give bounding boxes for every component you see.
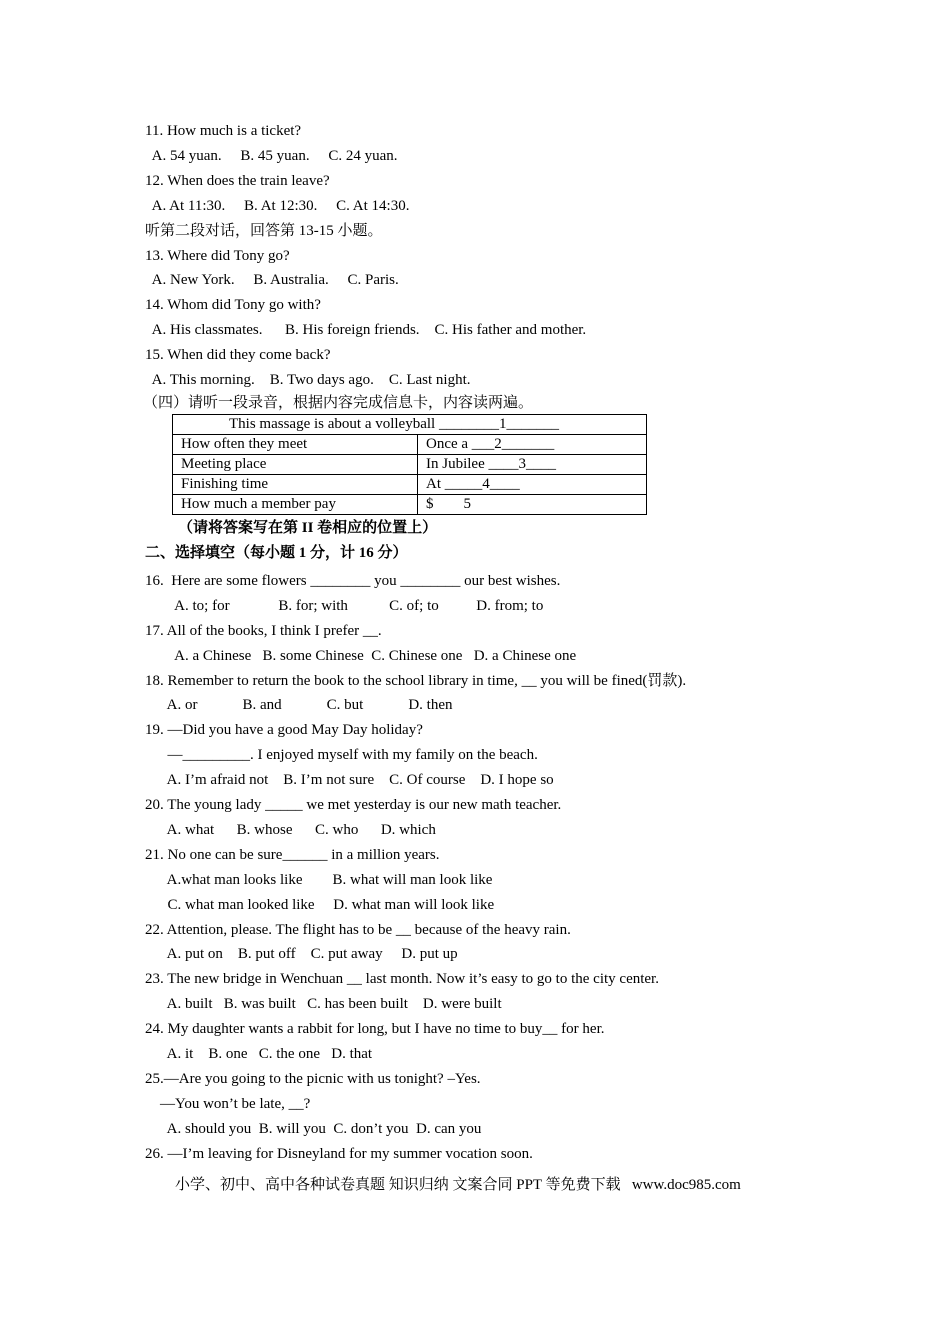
info-card-table — [172, 414, 647, 515]
question-17: 17. All of the books, I think I prefer __. — [145, 623, 382, 639]
table-cell-label: How often they meet — [173, 435, 418, 455]
question-11: 11. How much is a ticket? — [145, 123, 302, 139]
question-13: 13. Where did Tony go? — [145, 248, 290, 264]
table-title-cell: This massage is about a volleyball ________1_______ — [173, 415, 647, 435]
options-12: A. At 11:30. B. At 12:30. C. At 14:30. — [145, 198, 410, 214]
options-18: A. or B. and C. but D. then — [145, 697, 453, 713]
table-cell-label: Finishing time — [173, 475, 418, 495]
table-cell-label: How much a member pay — [173, 495, 418, 515]
section-heading: 二、选择填空（每小题 1 分，计 16 分） — [145, 545, 408, 561]
table-row — [173, 475, 647, 495]
question-15: 15. When did they come back? — [145, 347, 331, 363]
options-11: A. 54 yuan. B. 45 yuan. C. 24 yuan. — [145, 148, 398, 164]
question-16: 16. Here are some flowers ________ you ________ our best wishes. — [145, 573, 561, 589]
question-22: 22. Attention, please. The flight has to be __ because of the heavy rain. — [145, 922, 571, 938]
options-19: A. I’m afraid not B. I’m not sure C. Of course D. I hope so — [145, 772, 554, 788]
question-25: 25.—Are you going to the picnic with us tonight? –Yes. — [145, 1071, 481, 1087]
page-footer: 小学、初中、高中各种试卷真题 知识归纳 文案合同 PPT 等免费下载 www.doc985.com — [175, 1177, 741, 1193]
options-21-ab: A.what man looks like B. what will man look like — [145, 872, 493, 888]
options-14: A. His classmates. B. His foreign friends. C. His father and mother. — [145, 322, 587, 338]
options-15: A. This morning. B. Two days ago. C. Last night. — [145, 372, 471, 388]
question-26: 26. —I’m leaving for Disneyland for my summer vocation soon. — [145, 1146, 533, 1162]
options-16: A. to; for B. for; with C. of; to D. from; to — [145, 598, 544, 614]
instruction-second-dialogue: 听第二段对话，回答第 13-15 小题。 — [145, 223, 383, 239]
options-17: A. a Chinese B. some Chinese C. Chinese one D. a Chinese one — [145, 648, 577, 664]
options-22: A. put on B. put off C. put away D. put up — [145, 946, 458, 962]
options-13: A. New York. B. Australia. C. Paris. — [145, 272, 399, 288]
table-cell-value: In Jubilee ____3____ — [418, 455, 647, 475]
answer-note: （请将答案写在第 II 卷相应的位置上） — [178, 520, 438, 536]
table-row — [173, 495, 647, 515]
options-25: A. should you B. will you C. don’t you D. can you — [145, 1121, 482, 1137]
question-12: 12. When does the train leave? — [145, 173, 330, 189]
options-23: A. built B. was built C. has been built D. were built — [145, 996, 502, 1012]
options-20: A. what B. whose C. who D. which — [145, 822, 436, 838]
options-21-cd: C. what man looked like D. what man will look like — [145, 897, 495, 913]
table-row — [173, 415, 647, 435]
question-14: 14. Whom did Tony go with? — [145, 297, 321, 313]
table-cell-value: Once a ___2_______ — [418, 435, 647, 455]
table-cell-label: Meeting place — [173, 455, 418, 475]
question-25-reply: —You won’t be late, __? — [145, 1096, 311, 1112]
table-row — [173, 455, 647, 475]
question-21: 21. No one can be sure______ in a million years. — [145, 847, 440, 863]
question-20: 20. The young lady _____ we met yesterday is our new math teacher. — [145, 797, 562, 813]
question-18: 18. Remember to return the book to the school library in time, __ you will be fined(罚款). — [145, 673, 687, 689]
instruction-info-card: （四）请听一段录音，根据内容完成信息卡，内容读两遍。 — [143, 395, 534, 411]
table-cell-value: $ 5 — [418, 495, 647, 515]
table-row — [173, 435, 647, 455]
question-23: 23. The new bridge in Wenchuan __ last month. Now it’s easy to go to the city center. — [145, 971, 659, 987]
options-24: A. it B. one C. the one D. that — [145, 1046, 373, 1062]
question-24: 24. My daughter wants a rabbit for long, but I have no time to buy__ for her. — [145, 1021, 605, 1037]
table-cell-value: At _____4____ — [418, 475, 647, 495]
question-19-reply: —_________. I enjoyed myself with my family on the beach. — [145, 747, 538, 763]
question-19: 19. —Did you have a good May Day holiday? — [145, 722, 423, 738]
